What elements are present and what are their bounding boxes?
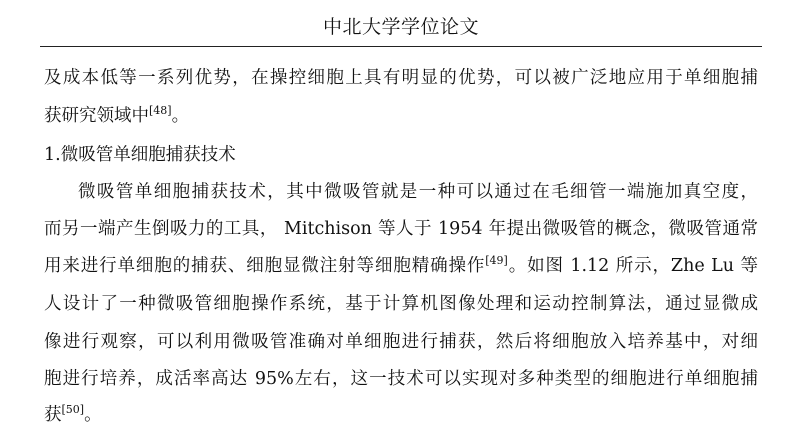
citation-49: [49] [485,254,508,267]
section-heading: 1.微吸管单细胞捕获技术 [44,145,236,165]
paragraph-1-line-2 [44,104,758,128]
paragraph-1-line-2-text: 获研究领域中 [44,106,149,126]
citation-50: [50] [61,403,85,416]
page-header-title: 中北大学学位论文 [322,16,479,38]
citation-48: [48] [149,104,172,117]
paragraph-2-line-3-text: 用来进行单细胞的捕获、细胞显微注射等细胞精确操作 [44,256,486,276]
paragraph-2-line-6: 胞进行培养，成活率高达 95%左右，这一技术可以实现对多种类型的细胞进行单细胞捕 [44,369,758,389]
paragraph-2-line-1: 微吸管单细胞捕获技术，其中微吸管就是一种可以通过在毛细管一端施加真空度， [78,182,758,202]
paragraph-1-line-2-end: 。 [171,106,190,126]
header-rule [40,46,762,47]
paragraph-1-line-1: 及成本低等一系列优势，在操控细胞上具有明显的优势，可以被广泛地应用于单细胞捕 [44,68,758,88]
paragraph-2-line-5: 像进行观察，可以利用微吸管准确对单细胞进行捕获，然后将细胞放入培养基中，对细 [44,332,758,352]
paragraph-2-line-3-end: 。如图 1.12 所示，Zhe Lu 等 [507,256,758,276]
paragraph-2-line-7-text: 获 [44,405,62,425]
paragraph-2-line-7-end: 。 [84,405,102,425]
paragraph-2-line-3 [44,254,758,278]
paragraph-2-line-2: 而另一端产生倒吸力的工具， Mitchison 等人于 1954 年提出微吸管的概念，微吸管通常 [44,219,758,239]
paragraph-2-line-4: 人设计了一种微吸管细胞操作系统，基于计算机图像处理和运动控制算法，通过显微成 [44,294,758,314]
paragraph-2-line-7 [44,403,758,427]
